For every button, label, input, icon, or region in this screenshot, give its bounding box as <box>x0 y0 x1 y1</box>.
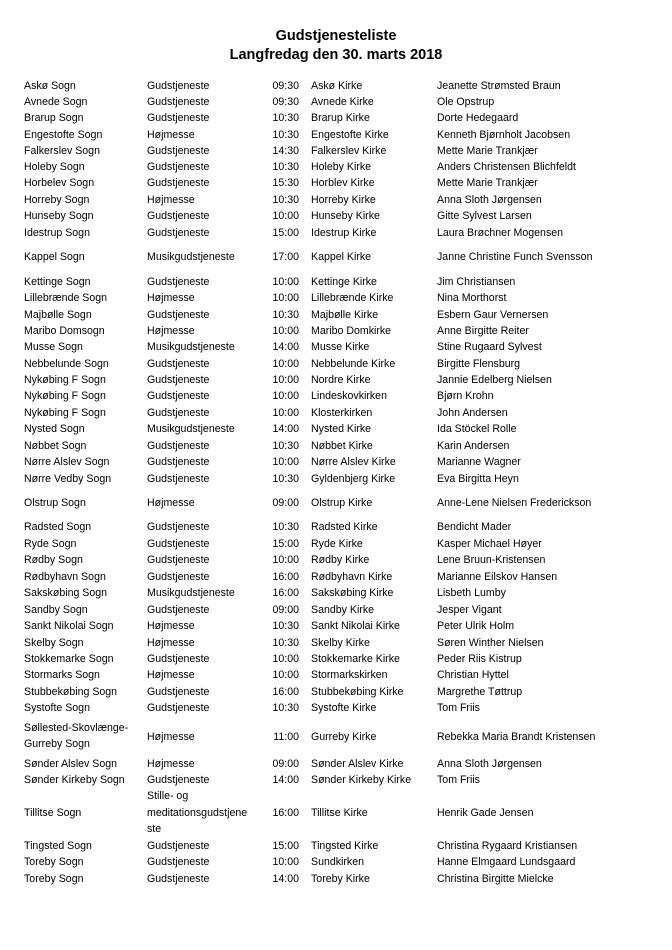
parish-name: Lillebrænde Sogn <box>24 292 108 304</box>
service-time: 10:00 <box>272 456 299 468</box>
parish-name: Sønder Kirkeby Sogn <box>24 774 125 786</box>
church-name: Horblev Kirke <box>311 177 375 189</box>
service-time: 09:00 <box>272 604 299 616</box>
service-type: Gudstjeneste <box>147 390 210 402</box>
church-name: Toreby Kirke <box>311 873 370 885</box>
parish-name: Sankt Nikolai Sogn <box>24 620 114 632</box>
church-name: Olstrup Kirke <box>311 497 373 509</box>
service-type: Gudstjeneste <box>147 456 210 468</box>
church-name: Majbølle Kirke <box>311 309 379 321</box>
church-name: Nøbbet Kirke <box>311 440 373 452</box>
parish-name: Nykøbing F Sogn <box>24 407 106 419</box>
church-name: Radsted Kirke <box>311 521 378 533</box>
priest-name: Kenneth Bjørnholt Jacobsen <box>437 129 571 141</box>
parish-name: Horreby Sogn <box>24 194 90 206</box>
page-title: Gudstjenesteliste <box>275 28 397 44</box>
service-type: Gudstjeneste <box>147 653 210 665</box>
service-type: Gudstjeneste <box>147 177 210 189</box>
service-time: 10:30 <box>272 473 299 485</box>
parish-name: Olstrup Sogn <box>24 497 86 509</box>
service-type: Gudstjeneste <box>147 276 210 288</box>
service-type-part: ste <box>147 823 162 835</box>
service-type: Gudstjeneste <box>147 873 210 885</box>
service-type: Gudstjeneste <box>147 521 210 533</box>
church-name: Rødbyhavn Kirke <box>311 571 393 583</box>
church-name: Rødby Kirke <box>311 554 370 566</box>
parish-name: Tingsted Sogn <box>24 840 92 852</box>
parish-name: Sønder Alslev Sogn <box>24 758 118 770</box>
parish-name: Nykøbing F Sogn <box>24 374 106 386</box>
priest-name: Stine Rugaard Sylvest <box>437 341 542 353</box>
service-type-part: meditationsgudstjene <box>147 807 248 819</box>
service-time: 16:00 <box>272 571 299 583</box>
service-time: 16:00 <box>272 807 299 819</box>
priest-name: Birgitte Flensburg <box>437 358 521 370</box>
priest-name: Anne Birgitte Reiter <box>437 325 529 337</box>
priest-name: Jesper Vigant <box>437 604 502 616</box>
service-type: Højmesse <box>147 731 195 743</box>
service-time: 14:00 <box>272 774 299 786</box>
priest-name: Jim Christiansen <box>437 276 516 288</box>
church-name: Nebbelunde Kirke <box>311 358 396 370</box>
church-name: Falkerslev Kirke <box>311 145 387 157</box>
church-name: Musse Kirke <box>311 341 370 353</box>
service-type: Gudstjeneste <box>147 210 210 222</box>
service-time: 10:30 <box>272 129 299 141</box>
parish-name: Askø Sogn <box>24 80 76 92</box>
church-name: Gyldenbjerg Kirke <box>311 473 396 485</box>
service-type: Gudstjeneste <box>147 112 210 124</box>
service-type: Gudstjeneste <box>147 358 210 370</box>
church-name: Nysted Kirke <box>311 423 372 435</box>
service-type: Gudstjeneste <box>147 374 210 386</box>
parish-name: Falkerslev Sogn <box>24 145 100 157</box>
church-name: Sandby Kirke <box>311 604 375 616</box>
parish-name: Skelby Sogn <box>24 637 84 649</box>
parish-name: Nebbelunde Sogn <box>24 358 109 370</box>
service-time: 11:00 <box>273 731 299 743</box>
church-name: Avnede Kirke <box>311 96 374 108</box>
service-time: 10:30 <box>272 309 299 321</box>
service-type: Gudstjeneste <box>147 407 210 419</box>
priest-name: Mette Marie Trankjær <box>437 177 538 189</box>
parish-name: Nørre Vedby Sogn <box>24 473 112 485</box>
parish-name: Stokkemarke Sogn <box>24 653 114 665</box>
parish-name: Nørre Alslev Sogn <box>24 456 110 468</box>
priest-name: Ida Stöckel Rolle <box>437 423 517 435</box>
parish-name: Stubbekøbing Sogn <box>24 686 118 698</box>
church-name: Stubbekøbing Kirke <box>311 686 404 698</box>
service-time: 10:00 <box>272 554 299 566</box>
parish-name: Tillitse Sogn <box>24 807 82 819</box>
church-name: Ryde Kirke <box>311 538 363 550</box>
service-type: Højmesse <box>147 194 195 206</box>
service-time: 14:00 <box>272 873 299 885</box>
priest-name: Peder Riis Kistrup <box>437 653 522 665</box>
service-type: Gudstjeneste <box>147 702 210 714</box>
priest-name: Mette Marie Trankjær <box>437 145 538 157</box>
service-type: Højmesse <box>147 129 195 141</box>
priest-name: Christina Birgitte Mielcke <box>437 873 554 885</box>
church-name: Askø Kirke <box>311 80 363 92</box>
service-type: Gudstjeneste <box>147 440 210 452</box>
church-name: Gurreby Kirke <box>311 731 377 743</box>
service-time: 10:00 <box>272 669 299 681</box>
service-type: Gudstjeneste <box>147 571 210 583</box>
priest-name: Henrik Gade Jensen <box>437 807 534 819</box>
priest-name: Jeanette Strømsted Braun <box>437 80 561 92</box>
service-type: Højmesse <box>147 292 195 304</box>
service-type: Musikgudstjeneste <box>147 587 235 599</box>
service-type: Gudstjeneste <box>147 227 210 239</box>
parish-name: Toreby Sogn <box>24 873 84 885</box>
service-type: Gudstjeneste <box>147 145 210 157</box>
church-name: Sundkirken <box>311 856 364 868</box>
parish-name: Holeby Sogn <box>24 161 85 173</box>
church-name: Kappel Kirke <box>311 251 372 263</box>
parish-name: Majbølle Sogn <box>24 309 92 321</box>
church-name: Stormarkskirken <box>311 669 388 681</box>
service-type: Gudstjeneste <box>147 96 210 108</box>
service-time: 16:00 <box>272 587 299 599</box>
priest-name: Eva Birgitta Heyn <box>437 473 519 485</box>
service-type: Gudstjeneste <box>147 80 210 92</box>
service-type: Gudstjeneste <box>147 686 210 698</box>
parish-name: Radsted Sogn <box>24 521 92 533</box>
priest-name: Margrethe Tøttrup <box>437 686 523 698</box>
service-time: 09:00 <box>272 758 299 770</box>
priest-name: Jannie Edelberg Nielsen <box>437 374 552 386</box>
service-type: Gudstjeneste <box>147 554 210 566</box>
priest-name: Christina Rygaard Kristiansen <box>437 840 578 852</box>
service-time: 10:30 <box>272 702 299 714</box>
priest-name: Ole Opstrup <box>437 96 495 108</box>
priest-name: Søren Winther Nielsen <box>437 637 544 649</box>
service-type: Musikgudstjeneste <box>147 423 235 435</box>
church-name: Klosterkirken <box>311 407 373 419</box>
priest-name: Marianne Eilskov Hansen <box>437 571 558 583</box>
priest-name: Lisbeth Lumby <box>437 587 506 599</box>
parish-name: Ryde Sogn <box>24 538 77 550</box>
parish-name: Sandby Sogn <box>24 604 88 616</box>
service-type: Højmesse <box>147 637 195 649</box>
service-type: Gudstjeneste <box>147 774 210 786</box>
service-time: 10:30 <box>272 161 299 173</box>
parish-name: Idestrup Sogn <box>24 227 90 239</box>
parish-name: Brarup Sogn <box>24 112 84 124</box>
service-time: 10:30 <box>272 112 299 124</box>
priest-name: Dorte Hedegaard <box>437 112 519 124</box>
service-time: 10:00 <box>272 210 299 222</box>
service-type: Gudstjeneste <box>147 840 210 852</box>
service-time: 10:00 <box>272 856 299 868</box>
church-name: Tingsted Kirke <box>311 840 379 852</box>
service-type: Gudstjeneste <box>147 161 210 173</box>
priest-name: Bendicht Mader <box>437 521 512 533</box>
parish-name: Stormarks Sogn <box>24 669 100 681</box>
service-time: 14:00 <box>272 423 299 435</box>
parish-name: Nøbbet Sogn <box>24 440 87 452</box>
parish-name: Kappel Sogn <box>24 251 85 263</box>
service-time: 10:00 <box>272 653 299 665</box>
parish-name: Horbelev Sogn <box>24 177 95 189</box>
church-name: Tillitse Kirke <box>311 807 368 819</box>
service-time: 10:00 <box>272 325 299 337</box>
service-time: 16:00 <box>272 686 299 698</box>
church-name: Skelby Kirke <box>311 637 370 649</box>
parish-name: Hunseby Sogn <box>24 210 94 222</box>
service-type: Musikgudstjeneste <box>147 251 235 263</box>
priest-name: Kasper Michael Høyer <box>437 538 542 550</box>
parish-name: Avnede Sogn <box>24 96 88 108</box>
service-type: Højmesse <box>147 325 195 337</box>
priest-name: Anders Christensen Blichfeldt <box>437 161 576 173</box>
service-time: 10:00 <box>272 390 299 402</box>
service-type: Gudstjeneste <box>147 538 210 550</box>
priest-name: Anne-Lene Nielsen Frederickson <box>437 497 592 509</box>
church-name: Horreby Kirke <box>311 194 376 206</box>
parish-name: Sakskøbing Sogn <box>24 587 108 599</box>
parish-name: Nykøbing F Sogn <box>24 390 106 402</box>
parish-name: Musse Sogn <box>24 341 83 353</box>
service-time: 10:30 <box>272 194 299 206</box>
church-name: Hunseby Kirke <box>311 210 380 222</box>
priest-name: Karin Andersen <box>437 440 510 452</box>
service-time: 15:00 <box>272 538 299 550</box>
service-time: 10:00 <box>272 407 299 419</box>
service-type-part: Stille- og <box>147 790 189 802</box>
parish-name: Rødby Sogn <box>24 554 83 566</box>
parish-name: Nysted Sogn <box>24 423 85 435</box>
church-name: Sankt Nikolai Kirke <box>311 620 400 632</box>
service-time: 10:30 <box>272 637 299 649</box>
service-type: Gudstjeneste <box>147 604 210 616</box>
priest-name: Rebekka Maria Brandt Kristensen <box>437 731 596 743</box>
church-name: Brarup Kirke <box>311 112 370 124</box>
church-name: Sønder Kirkeby Kirke <box>311 774 412 786</box>
church-name: Lillebrænde Kirke <box>311 292 394 304</box>
priest-name: Marianne Wagner <box>437 456 521 468</box>
priest-name: Tom Friis <box>437 702 480 714</box>
service-time: 10:30 <box>272 521 299 533</box>
church-name: Stokkemarke Kirke <box>311 653 400 665</box>
service-time: 14:00 <box>272 341 299 353</box>
service-type: Musikgudstjeneste <box>147 341 235 353</box>
parish-name: Systofte Sogn <box>24 702 90 714</box>
service-time: 15:00 <box>272 840 299 852</box>
priest-name: Lene Bruun-Kristensen <box>437 554 546 566</box>
priest-name: Anna Sloth Jørgensen <box>437 758 542 770</box>
service-time: 15:00 <box>272 227 299 239</box>
service-time: 10:00 <box>272 374 299 386</box>
church-name: Sakskøbing Kirke <box>311 587 394 599</box>
church-name: Sønder Alslev Kirke <box>311 758 404 770</box>
parish-name: Kettinge Sogn <box>24 276 91 288</box>
parish-name: Toreby Sogn <box>24 856 84 868</box>
service-time: 09:30 <box>272 80 299 92</box>
service-time: 09:00 <box>272 497 299 509</box>
church-name: Systofte Kirke <box>311 702 377 714</box>
service-time: 10:30 <box>272 620 299 632</box>
service-type: Gudstjeneste <box>147 856 210 868</box>
service-time: 14:30 <box>272 145 299 157</box>
priest-name: Esbern Gaur Vernersen <box>437 309 549 321</box>
church-name: Nordre Kirke <box>311 374 371 386</box>
parish-name-part: Gurreby Sogn <box>24 738 90 750</box>
priest-name: John Andersen <box>437 407 508 419</box>
service-type: Højmesse <box>147 497 195 509</box>
service-time: 15:30 <box>272 177 299 189</box>
parish-name: Engestofte Sogn <box>24 129 103 141</box>
priest-name: Gitte Sylvest Larsen <box>437 210 532 222</box>
church-name: Lindeskovkirken <box>311 390 387 402</box>
service-type: Gudstjeneste <box>147 309 210 321</box>
church-name: Nørre Alslev Kirke <box>311 456 396 468</box>
service-time: 10:30 <box>272 440 299 452</box>
church-name: Kettinge Kirke <box>311 276 377 288</box>
service-type: Højmesse <box>147 669 195 681</box>
priest-name: Janne Christine Funch Svensson <box>437 251 593 263</box>
service-type: Højmesse <box>147 758 195 770</box>
parish-name: Maribo Domsogn <box>24 325 105 337</box>
church-name: Idestrup Kirke <box>311 227 377 239</box>
service-type: Gudstjeneste <box>147 473 210 485</box>
priest-name: Anna Sloth Jørgensen <box>437 194 542 206</box>
service-type: Højmesse <box>147 620 195 632</box>
church-name: Maribo Domkirke <box>311 325 392 337</box>
priest-name: Hanne Elmgaard Lundsgaard <box>437 856 576 868</box>
church-name: Holeby Kirke <box>311 161 372 173</box>
priest-name: Christian Hyttel <box>437 669 509 681</box>
church-name: Engestofte Kirke <box>311 129 389 141</box>
priest-name: Bjørn Krohn <box>437 390 494 402</box>
service-time: 09:30 <box>272 96 299 108</box>
priest-name: Laura Brøchner Mogensen <box>437 227 564 239</box>
priest-name: Tom Friis <box>437 774 480 786</box>
priest-name: Nina Morthorst <box>437 292 507 304</box>
page-subtitle: Langfredag den 30. marts 2018 <box>229 47 443 63</box>
priest-name: Peter Ulrik Holm <box>437 620 515 632</box>
service-time: 17:00 <box>272 251 299 263</box>
service-time: 10:00 <box>272 358 299 370</box>
parish-name: Rødbyhavn Sogn <box>24 571 106 583</box>
parish-name-part: Søllested-Skovlænge- <box>24 722 129 734</box>
service-time: 10:00 <box>272 276 299 288</box>
service-time: 10:00 <box>272 292 299 304</box>
